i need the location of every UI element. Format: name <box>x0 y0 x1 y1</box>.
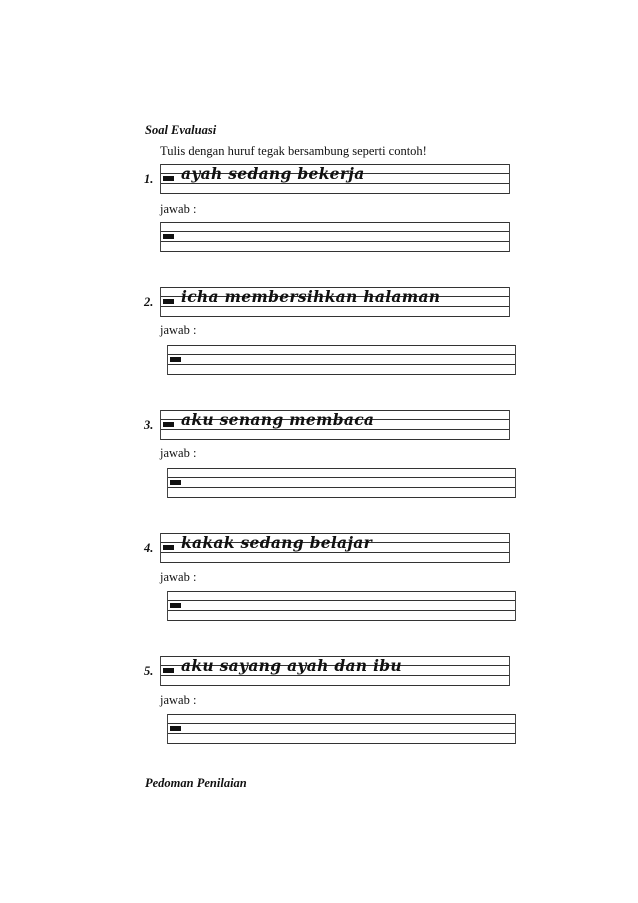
example-sentence: ayah sedang bekerja <box>181 164 365 183</box>
example-writing-lines <box>160 656 510 686</box>
answer-writing-lines[interactable] <box>167 345 516 375</box>
example-writing-lines <box>160 533 510 563</box>
question-number: 2. <box>144 295 154 309</box>
example-writing-lines <box>160 410 510 440</box>
question-number: 1. <box>144 172 154 186</box>
question-number: 5. <box>144 664 154 678</box>
footer-heading: Pedoman Penilaian <box>145 776 247 790</box>
question-number: 3. <box>144 418 154 432</box>
example-sentence: aku sayang ayah dan ibu <box>181 656 402 675</box>
answer-writing-lines[interactable] <box>167 714 516 744</box>
example-sentence: icha membersihkan halaman <box>181 287 441 306</box>
answer-label: jawab : <box>160 570 197 584</box>
example-sentence: kakak sedang belajar <box>181 533 373 552</box>
example-writing-lines <box>160 164 510 194</box>
answer-label: jawab : <box>160 323 197 337</box>
answer-writing-lines[interactable] <box>160 222 510 252</box>
answer-label: jawab : <box>160 693 197 707</box>
example-writing-lines <box>160 287 510 317</box>
section-title: Soal Evaluasi <box>145 123 217 137</box>
instruction-text: Tulis dengan huruf tegak bersambung seperti contoh! <box>160 144 427 158</box>
question-number: 4. <box>144 541 154 555</box>
example-sentence: aku senang membaca <box>181 410 375 429</box>
answer-label: jawab : <box>160 202 197 216</box>
answer-writing-lines[interactable] <box>167 591 516 621</box>
answer-writing-lines[interactable] <box>167 468 516 498</box>
answer-label: jawab : <box>160 446 197 460</box>
